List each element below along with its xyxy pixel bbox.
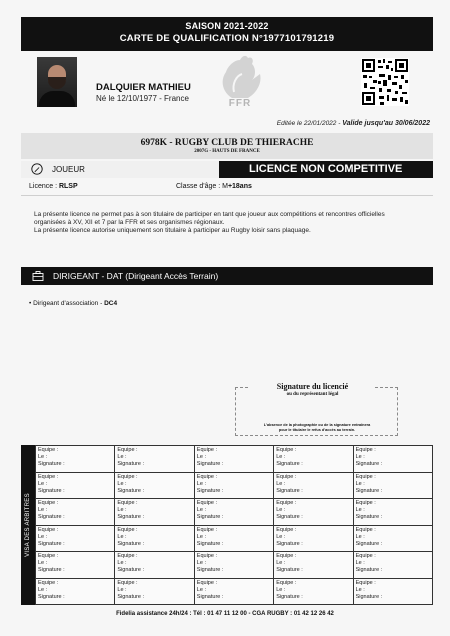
visa-cell-signature-label: Signature :: [276, 567, 303, 573]
visa-cell-le-label: Le :: [38, 533, 48, 540]
visa-cell: [354, 446, 433, 473]
visa-cell-le-label: Le :: [276, 507, 286, 513]
description-line: organisées à XV, XII et 7 par la FFR et ses organismes régionaux.: [34, 219, 225, 226]
visa-cell: [36, 579, 115, 606]
visa-cell-equipe-label: Equipe :: [355, 579, 376, 586]
player-section: [21, 161, 219, 178]
visa-cell-le-label: Le :: [38, 560, 48, 566]
visa-cell: [36, 473, 115, 500]
signature-title: Signature du licencié: [250, 382, 375, 391]
visa-cell-equipe-label: Equipe :: [196, 500, 217, 506]
visa-cell-equipe-label: Equipe :: [117, 473, 138, 480]
age-class-value: +18ans: [227, 183, 252, 190]
visa-cell-le-label: Le :: [196, 454, 206, 460]
dirigeant-item-label: • Dirigeant d'association -: [29, 300, 105, 307]
visa-cell: [115, 552, 194, 579]
visa-cell-signature-label: Signature :: [355, 593, 383, 600]
visa-grid: [35, 445, 433, 605]
assistance-footer: Fidelia assistance 24h/24 : Tél : 01 47 11 12 00 - CGA RUGBY : 01 42 12 26 42: [116, 611, 334, 617]
description-line: La présente licence ne permet pas à son titulaire de participer en tant que joueur aux compétitions et rencontres officielles: [34, 211, 385, 218]
visa-cell-signature-label: Signature :: [38, 461, 65, 467]
visa-cell-signature-label: Signature :: [117, 514, 144, 520]
holder-photo: [37, 57, 77, 107]
signature-note: [248, 423, 386, 432]
visa-cell-equipe-label: Equipe :: [355, 553, 376, 559]
visa-cell-signature-label: Signature :: [117, 540, 144, 547]
visa-cell-le-label: Le :: [38, 507, 48, 513]
issued-date: Editée le 22/01/2022 -: [276, 120, 343, 127]
card-title: CARTE DE QUALIFICATION N°1977101791219: [119, 33, 335, 44]
visa-cell-signature-label: Signature :: [276, 514, 303, 520]
visa-cell-le-label: Le :: [117, 454, 127, 460]
visa-cell-equipe-label: Equipe :: [355, 447, 376, 453]
visa-cell: [115, 446, 194, 473]
season-label: SAISON 2021-2022: [185, 21, 269, 31]
visa-cell-equipe-label: Equipe :: [276, 500, 297, 506]
visa-cell-signature-label: Signature :: [117, 567, 144, 573]
visa-cell-le-label: Le :: [355, 586, 365, 593]
age-class-label: Classe d'âge :: [176, 183, 223, 190]
visa-cell-le-label: Le :: [117, 533, 127, 540]
visa-cell-equipe-label: Equipe :: [276, 526, 297, 533]
visa-cell-le-label: Le :: [196, 480, 206, 487]
visa-cell-equipe-label: Equipe :: [276, 473, 297, 480]
visa-cell-signature-label: Signature :: [117, 593, 144, 600]
description-line: La présente licence autorise uniquement son titulaire à participer au Rugby loisir sans plaquage.: [34, 227, 311, 234]
visa-cell: [36, 526, 115, 553]
licence-line: [29, 183, 78, 190]
visa-cell-equipe-label: Equipe :: [276, 553, 297, 559]
club-region: 2007G - HAUTS DE FRANCE: [194, 149, 260, 154]
visa-strip: [21, 445, 35, 605]
visa-cell-signature-label: Signature :: [117, 461, 144, 467]
visa-cell-le-label: Le :: [117, 560, 127, 566]
visa-cell: [274, 552, 353, 579]
visa-cell-equipe-label: Equipe :: [196, 553, 217, 559]
visa-cell-signature-label: Signature :: [196, 567, 224, 573]
visa-cell-signature-label: Signature :: [196, 461, 224, 467]
visa-cell-le-label: Le :: [38, 454, 48, 460]
visa-cell: [354, 473, 433, 500]
visa-cell-equipe-label: Equipe :: [196, 579, 217, 586]
visa-cell-signature-label: Signature :: [355, 514, 383, 520]
visa-cell: [274, 446, 353, 473]
visa-cell-equipe-label: Equipe :: [38, 500, 59, 506]
ffr-logo-text: FFR: [228, 98, 252, 109]
visa-cell: [195, 499, 274, 526]
visa-cell-signature-label: Signature :: [38, 487, 65, 494]
visa-cell-equipe-label: Equipe :: [196, 473, 217, 480]
visa-cell-signature-label: Signature :: [276, 593, 303, 600]
visa-cell: [115, 579, 194, 606]
visa-cell-signature-label: Signature :: [38, 593, 65, 600]
club-band: [21, 133, 433, 159]
visa-cell-le-label: Le :: [117, 586, 127, 593]
visa-cell: [354, 552, 433, 579]
visa-cell: [354, 579, 433, 606]
visa-cell-le-label: Le :: [196, 560, 206, 566]
qr-code-icon: [361, 58, 409, 106]
visa-cell: [36, 499, 115, 526]
visa-cell-le-label: Le :: [276, 586, 286, 593]
visa-cell-signature-label: Signature :: [355, 461, 383, 467]
visa-cell: [354, 526, 433, 553]
visa-cell-le-label: Le :: [117, 507, 127, 513]
visa-cell-equipe-label: Equipe :: [196, 526, 217, 533]
visa-cell-signature-label: Signature :: [276, 487, 303, 494]
visa-cell: [36, 446, 115, 473]
visa-cell-le-label: Le :: [355, 507, 365, 513]
visa-cell-le-label: Le :: [38, 586, 48, 593]
visa-cell: [195, 446, 274, 473]
visa-cell-signature-label: Signature :: [38, 567, 65, 573]
visa-cell-equipe-label: Equipe :: [117, 579, 138, 586]
holder-name: DALQUIER MATHIEU: [96, 82, 191, 93]
visa-cell-equipe-label: Equipe :: [355, 473, 376, 480]
visa-cell-le-label: Le :: [196, 507, 206, 513]
visa-cell-signature-label: Signature :: [355, 567, 383, 573]
visa-cell-signature-label: Signature :: [196, 593, 224, 600]
visa-cell: [195, 552, 274, 579]
visa-strip-label: VISA DES ARBITRES: [25, 493, 31, 557]
visa-cell-equipe-label: Equipe :: [355, 500, 376, 506]
signature-note-line: L'absence de la photographie ou de la signature entraînera: [263, 423, 371, 427]
club-name: 6978K - RUGBY CLUB DE THIERACHE: [140, 138, 314, 148]
visa-cell-equipe-label: Equipe :: [117, 447, 138, 453]
visa-cell: [274, 526, 353, 553]
visa-cell-signature-label: Signature :: [276, 540, 303, 547]
visa-cell: [36, 552, 115, 579]
holder-birth: Né le 12/10/1977 - France: [96, 94, 189, 103]
rooster-logo-icon: [212, 52, 268, 102]
visa-cell-equipe-label: Equipe :: [38, 447, 59, 453]
visa-cell-le-label: Le :: [276, 480, 286, 487]
visa-cell-equipe-label: Equipe :: [117, 553, 138, 559]
visa-cell: [115, 499, 194, 526]
visa-cell-le-label: Le :: [355, 454, 365, 460]
visa-cell-le-label: Le :: [117, 480, 127, 487]
dirigeant-item: [29, 300, 117, 307]
pen-icon: [31, 163, 43, 175]
visa-cell-le-label: Le :: [355, 533, 365, 540]
visa-cell: [274, 499, 353, 526]
player-section-label: JOUEUR: [52, 165, 85, 174]
visa-cell-equipe-label: Equipe :: [38, 553, 59, 559]
age-class-line: [176, 183, 252, 190]
visa-cell-le-label: Le :: [196, 533, 206, 540]
validity-line: [277, 120, 430, 127]
visa-cell-le-label: Le :: [276, 560, 286, 566]
visa-cell-equipe-label: Equipe :: [38, 579, 59, 586]
age-class-prefix: M: [222, 183, 228, 190]
visa-cell-signature-label: Signature :: [196, 514, 224, 520]
visa-cell: [274, 579, 353, 606]
visa-cell: [195, 473, 274, 500]
visa-cell: [115, 526, 194, 553]
visa-cell-signature-label: Signature :: [355, 487, 383, 494]
visa-cell-equipe-label: Equipe :: [355, 526, 376, 533]
header-band: [21, 17, 433, 51]
visa-cell-equipe-label: Equipe :: [117, 526, 138, 533]
visa-cell-signature-label: Signature :: [38, 514, 65, 520]
licence-value: RLSP: [58, 183, 78, 190]
visa-cell-signature-label: Signature :: [196, 487, 224, 494]
visa-cell-signature-label: Signature :: [117, 487, 144, 494]
licence-description: [34, 211, 424, 235]
visa-cell-le-label: Le :: [276, 454, 286, 460]
divider: [21, 195, 433, 196]
visa-cell-signature-label: Signature :: [355, 540, 383, 547]
visa-cell: [115, 473, 194, 500]
briefcase-icon: [32, 270, 44, 282]
signature-note-line: pour le titulaire le refus d'accès au terrain.: [278, 427, 356, 432]
licence-type: LICENCE NON COMPETITIVE: [249, 163, 403, 175]
visa-cell-equipe-label: Equipe :: [276, 447, 297, 453]
dirigeant-band: [21, 267, 433, 285]
player-band: [21, 161, 433, 178]
dirigeant-item-code: DC4: [104, 300, 118, 307]
licence-label: Licence :: [29, 183, 59, 190]
visa-cell: [274, 473, 353, 500]
visa-cell-equipe-label: Equipe :: [38, 473, 59, 480]
visa-cell-equipe-label: Equipe :: [276, 579, 297, 586]
visa-cell-signature-label: Signature :: [38, 540, 65, 547]
visa-cell-equipe-label: Equipe :: [38, 526, 59, 533]
visa-cell: [195, 526, 274, 553]
visa-cell-signature-label: Signature :: [196, 540, 224, 547]
visa-cell-le-label: Le :: [38, 480, 48, 487]
visa-cell-le-label: Le :: [276, 533, 286, 540]
visa-cell: [195, 579, 274, 606]
visa-cell: [354, 499, 433, 526]
visa-cell-le-label: Le :: [196, 586, 206, 593]
visa-cell-equipe-label: Equipe :: [196, 447, 217, 453]
visa-cell-signature-label: Signature :: [276, 461, 303, 467]
valid-until: Valide jusqu'au 30/06/2022: [342, 120, 430, 127]
dirigeant-section-label: DIRIGEANT - DAT (Dirigeant Accès Terrain): [53, 271, 219, 281]
visa-cell-le-label: Le :: [355, 480, 365, 487]
visa-cell-le-label: Le :: [355, 560, 365, 566]
visa-cell-equipe-label: Equipe :: [117, 500, 138, 506]
signature-subtitle: ou du représentant légal: [286, 392, 339, 397]
